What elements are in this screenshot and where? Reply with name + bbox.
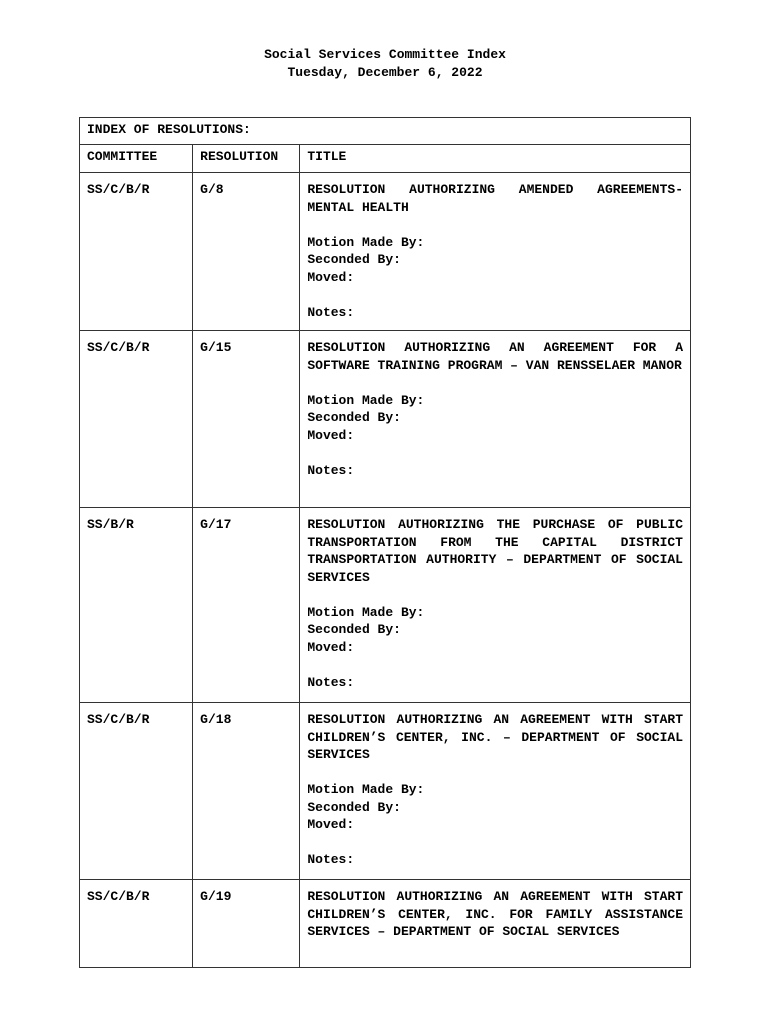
column-header-row bbox=[80, 145, 691, 173]
index-label: INDEX OF RESOLUTIONS: bbox=[80, 118, 691, 145]
seconded-label: Seconded By: bbox=[307, 622, 401, 637]
resolution-cell: G/15 bbox=[193, 331, 300, 508]
table-row bbox=[80, 508, 691, 703]
notes-label: Notes: bbox=[307, 852, 355, 867]
moved-label: Moved: bbox=[307, 269, 355, 285]
motion-label: Motion Made By: bbox=[307, 392, 425, 408]
committee-cell: SS/C/B/R bbox=[80, 331, 193, 508]
resolution-title: RESOLUTION AUTHORIZING AN AGREEMENT FOR A SOFTWARE TRAINING PROGRAM – VAN RENSSELAER MANOR bbox=[307, 340, 683, 373]
motion-label: Motion Made By: bbox=[307, 782, 425, 797]
table-row bbox=[80, 880, 691, 968]
title-cell bbox=[300, 173, 691, 331]
seconded-label: Seconded By: bbox=[307, 410, 401, 425]
table-row bbox=[80, 703, 691, 880]
resolution-title: RESOLUTION AUTHORIZING AMENDED AGREEMENTS- MENTAL HEALTH bbox=[307, 182, 683, 215]
committee-cell: SS/B/R bbox=[80, 508, 193, 703]
column-header-committee: COMMITTEE bbox=[80, 145, 193, 173]
notes-label: Notes: bbox=[307, 304, 355, 320]
document-header bbox=[0, 46, 770, 82]
title-cell bbox=[300, 880, 691, 968]
title-cell bbox=[300, 508, 691, 703]
moved-label: Moved: bbox=[307, 817, 355, 832]
document-date: Tuesday, December 6, 2022 bbox=[287, 65, 483, 80]
committee-cell: SS/C/B/R bbox=[80, 880, 193, 968]
column-header-resolution: RESOLUTION bbox=[193, 145, 300, 173]
resolution-cell: G/17 bbox=[193, 508, 300, 703]
moved-label: Moved: bbox=[307, 427, 355, 443]
title-cell bbox=[300, 703, 691, 880]
resolution-cell: G/18 bbox=[193, 703, 300, 880]
column-header-title: TITLE bbox=[300, 145, 691, 173]
index-row bbox=[80, 118, 691, 145]
committee-cell: SS/C/B/R bbox=[80, 703, 193, 880]
motion-label: Motion Made By: bbox=[307, 604, 425, 620]
document-title: Social Services Committee Index bbox=[264, 47, 506, 62]
title-cell bbox=[300, 331, 691, 508]
seconded-label: Seconded By: bbox=[307, 252, 401, 267]
notes-label: Notes: bbox=[307, 462, 355, 478]
notes-label: Notes: bbox=[307, 674, 355, 690]
seconded-label: Seconded By: bbox=[307, 799, 401, 815]
table-row bbox=[80, 173, 691, 331]
table-row bbox=[80, 331, 691, 508]
resolution-cell: G/19 bbox=[193, 880, 300, 968]
resolutions-table bbox=[79, 117, 691, 968]
resolution-title: RESOLUTION AUTHORIZING AN AGREEMENT WITH START CHILDREN’S CENTER, INC. – DEPARTMENT OF SOCIAL SERVICES bbox=[307, 712, 683, 762]
resolution-title: RESOLUTION AUTHORIZING THE PURCHASE OF PUBLIC TRANSPORTATION FROM THE CAPITAL DISTRICT TRANSPORTATION AUTHORITY – DEPARTMENT OF SOCIAL SERVICES bbox=[307, 517, 683, 585]
resolution-cell: G/8 bbox=[193, 173, 300, 331]
resolution-title: RESOLUTION AUTHORIZING AN AGREEMENT WITH START CHILDREN’S CENTER, INC. FOR FAMILY ASSISTANCE SERVICES – DEPARTMENT OF SOCIAL SERVICES bbox=[307, 889, 683, 939]
motion-label: Motion Made By: bbox=[307, 234, 425, 250]
committee-cell: SS/C/B/R bbox=[80, 173, 193, 331]
moved-label: Moved: bbox=[307, 639, 355, 655]
